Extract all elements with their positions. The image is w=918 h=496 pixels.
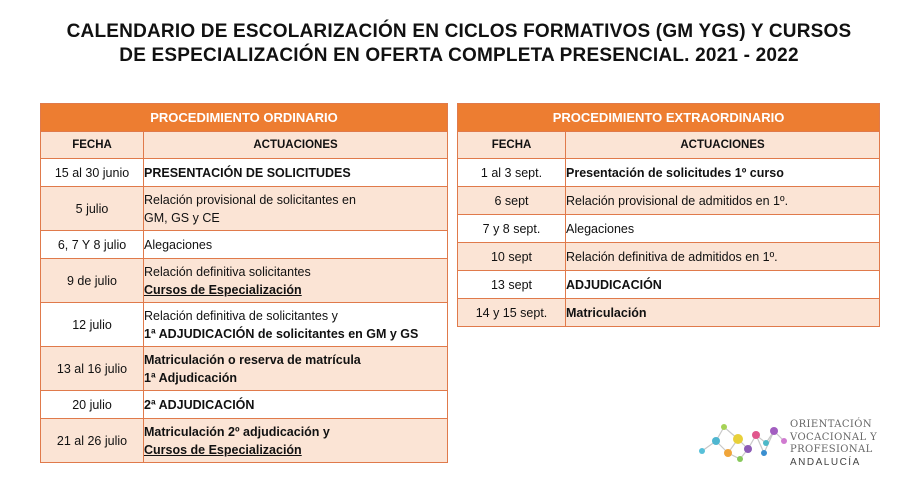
row-date: 6, 7 Y 8 julio (41, 231, 144, 259)
row-action: Relación definitiva de solicitantes y (144, 308, 338, 323)
row-date: 13 sept (458, 271, 566, 299)
table-row (458, 271, 880, 299)
row-action: Matriculación 2º adjudicación y (144, 424, 330, 439)
row-date: 12 julio (41, 303, 144, 347)
extraordinario-table (457, 103, 880, 327)
table-row (458, 159, 880, 187)
row-action: Relación definitiva solicitantes (144, 264, 311, 279)
table-row (41, 391, 448, 419)
extraordinario-header: PROCEDIMIENTO EXTRAORDINARIO (458, 104, 880, 132)
row-date: 9 de julio (41, 259, 144, 303)
row-action: Relación definitiva de admitidos en 1º. (566, 249, 778, 264)
table-row (41, 347, 448, 391)
row-action: PRESENTACIÓN DE SOLICITUDES (144, 165, 351, 180)
row-date: 6 sept (458, 187, 566, 215)
row-action: Matriculación o reserva de matrícula (144, 352, 361, 367)
logo-line-1: ORIENTACIÓN (790, 419, 873, 430)
row-date: 21 al 26 julio (41, 419, 144, 463)
row-action-2: Cursos de Especialización (144, 282, 302, 297)
row-date: 7 y 8 sept. (458, 215, 566, 243)
table-row (41, 303, 448, 347)
ordinario-header: PROCEDIMIENTO ORDINARIO (41, 104, 448, 132)
col-fecha: FECHA (458, 132, 566, 159)
row-action: Matriculación (566, 305, 647, 320)
row-date: 5 julio (41, 187, 144, 231)
table-row (41, 187, 448, 231)
row-date: 13 al 16 julio (41, 347, 144, 391)
page-title (0, 20, 918, 68)
table-row (458, 187, 880, 215)
table-row (41, 159, 448, 187)
row-action: Presentación de solicitudes 1º curso (566, 165, 784, 180)
row-action: 2ª ADJUDICACIÓN (144, 397, 255, 412)
row-action-2: GM, GS y CE (144, 210, 220, 225)
row-action-2: 1ª Adjudicación (144, 370, 238, 385)
row-date: 15 al 30 junio (41, 159, 144, 187)
table-row (41, 259, 448, 303)
row-action: Alegaciones (144, 237, 213, 252)
row-date: 1 al 3 sept. (458, 159, 566, 187)
logo-text (790, 419, 877, 469)
row-action: Relación provisional de solicitantes en (144, 192, 356, 207)
table-row (41, 419, 448, 463)
table-row (458, 243, 880, 271)
table-row (41, 231, 448, 259)
row-date: 20 julio (41, 391, 144, 419)
col-actuaciones: ACTUACIONES (144, 132, 448, 159)
ordinario-table (40, 103, 448, 463)
row-action: ADJUDICACIÓN (566, 277, 662, 292)
table-row (458, 299, 880, 327)
logo-line-3: PROFESIONAL (790, 444, 873, 455)
logo-line-2: VOCACIONAL Y (790, 431, 878, 443)
col-actuaciones: ACTUACIONES (566, 132, 880, 159)
title-line-2: DE ESPECIALIZACIÓN EN OFERTA COMPLETA PRESENCIAL. 2021 - 2022 (119, 45, 799, 66)
row-date: 14 y 15 sept. (458, 299, 566, 327)
row-action-2: 1ª ADJUDICACIÓN de solicitantes en GM y GS (144, 326, 419, 341)
col-fecha: FECHA (41, 132, 144, 159)
logo-line-4: ANDALUCÍA (790, 456, 861, 468)
row-date: 10 sept (458, 243, 566, 271)
row-action-2: Cursos de Especialización (144, 442, 302, 457)
table-row (458, 215, 880, 243)
row-action: Alegaciones (566, 221, 635, 236)
row-action: Relación provisional de admitidos en 1º. (566, 193, 789, 208)
title-line-1: CALENDARIO DE ESCOLARIZACIÓN EN CICLOS FORMATIVOS (GM YGS) Y CURSOS (66, 21, 852, 42)
